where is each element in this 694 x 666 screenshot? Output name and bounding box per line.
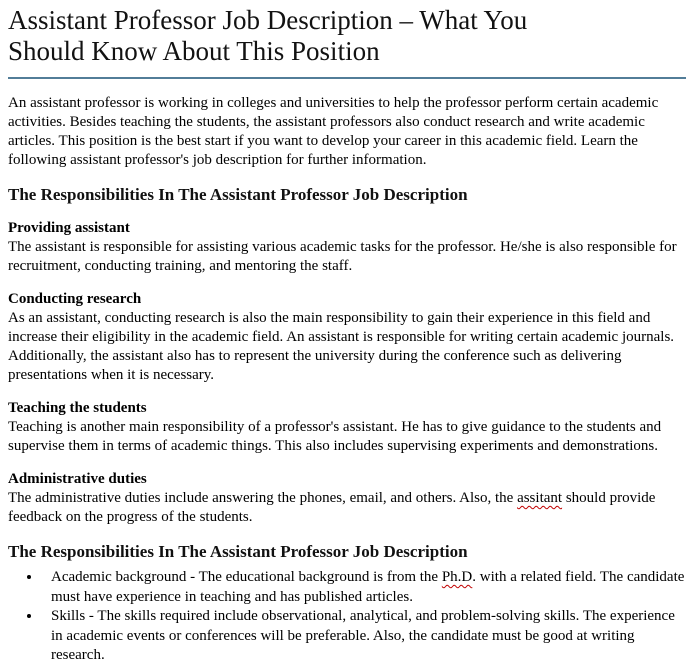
list-item-skills — [42, 607, 686, 666]
subsection-administrative-duties — [8, 470, 686, 527]
page-title-line-1: Assistant Professor Job Description – What You — [8, 5, 528, 35]
subsection-body-text: should provide feedback on the progress of the students. — [8, 490, 656, 525]
intro-paragraph: An assistant professor is working in colleges and universities to help the professor perform certain academic activities. Besides teaching the students, the assistant professors also conduct research and write academic articles. This position is the best start if you want to develop your career in this academic field. Learn the following assistant professor's job description for further information. — [8, 95, 659, 168]
list-item-text: Skills - The skills required include observational, analytical, and problem-solving skills. The experience in academic events or conferences will be preferable. Also, the candidate must be good at writing research. — [51, 608, 675, 663]
title-divider — [8, 77, 686, 79]
subsection-title: Teaching the students — [8, 400, 147, 416]
subsection-body: Teaching is another main responsibility of a professor's assistant. He has to give guidance to the students and supervise them in terms of academic things. This also includes supervising experiments and demonstrations. — [8, 419, 662, 454]
subsection-teaching-the-students — [8, 399, 686, 456]
requirements-heading: The Responsibilities In The Assistant Professor Job Description — [8, 542, 468, 561]
subsection-body: As an assistant, conducting research is also the main responsibility to gain their experience in this field and increase their eligibility in the academic field. An assistant is responsible for writing certain academic journals. Additionally, the assistant also has to represent the university during the conference such as delivering presentations when it is necessary. — [8, 310, 675, 383]
misspelled-word-assitant: assitant — [517, 490, 563, 506]
subsection-providing-assistant — [8, 219, 686, 276]
subsection-title: Administrative duties — [8, 471, 147, 487]
subsection-body-text: The administrative duties include answering the phones, email, and others. Also, the — [8, 490, 518, 506]
subsection-title: Providing assistant — [8, 220, 130, 236]
subsection-conducting-research — [8, 290, 686, 385]
page-title-line-2: Should Know About This Position — [8, 36, 380, 66]
subsection-body: The assistant is responsible for assisting various academic tasks for the professor. He/she is also responsible for recruitment, conducting training, and mentoring the staff. — [8, 239, 677, 274]
responsibilities-heading: The Responsibilities In The Assistant Professor Job Description — [8, 185, 468, 204]
page-title — [8, 5, 686, 67]
subsection-title: Conducting research — [8, 291, 142, 307]
list-item-academic-background — [42, 568, 686, 607]
list-item-text: . with a related field. The candidate must have experience in teaching and has published articles. — [51, 569, 685, 605]
subsection-body — [8, 489, 686, 527]
list-item-text: Academic background - The educational background is from the — [51, 569, 442, 585]
document-page — [0, 5, 694, 666]
misspelled-word-phd: Ph.D — [441, 569, 473, 585]
requirements-list — [8, 568, 686, 666]
